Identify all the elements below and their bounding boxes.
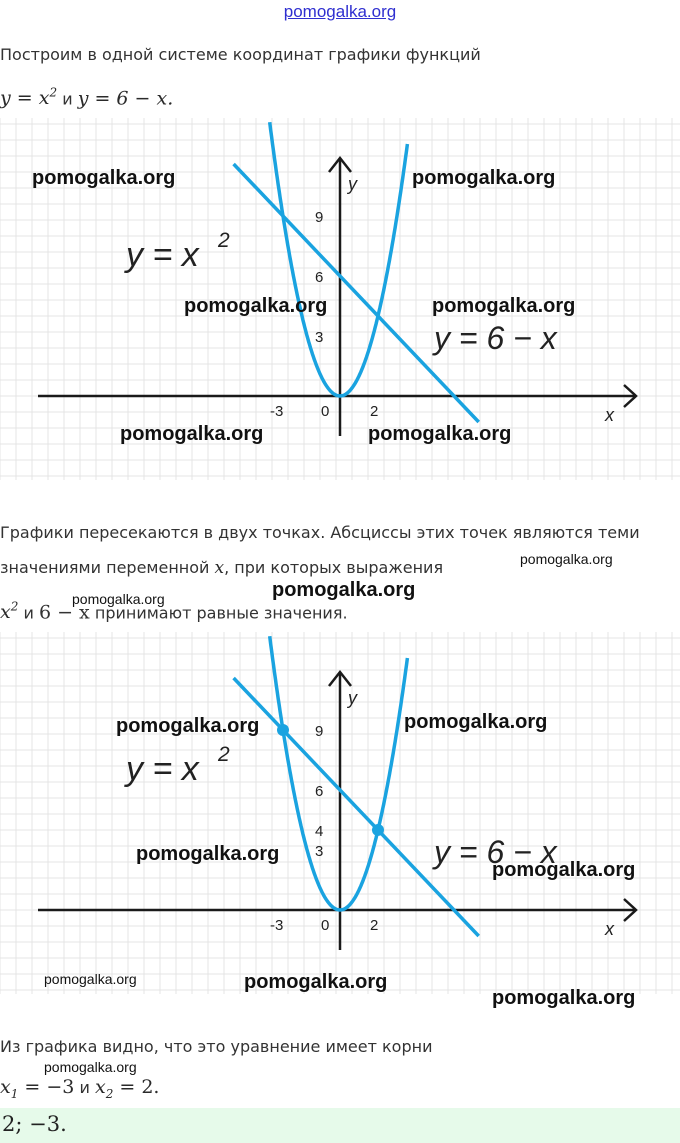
conclusion-text: Из графика видно, что это уравнение имеет корни bbox=[0, 1037, 433, 1056]
watermark: pomogalka.org bbox=[44, 1059, 137, 1075]
watermark: pomogalka.org bbox=[72, 591, 165, 607]
y-tick-label: 9 bbox=[315, 209, 324, 226]
watermark: pomogalka.org bbox=[184, 295, 328, 317]
watermark: pomogalka.org bbox=[116, 715, 260, 737]
parabola-curve bbox=[270, 636, 408, 910]
watermark: pomogalka.org bbox=[120, 423, 264, 445]
intersection-text-line2: значениями переменной x, при которых выражения bbox=[0, 558, 444, 578]
watermark: pomogalka.org bbox=[368, 423, 512, 445]
y-tick-label: 3 bbox=[315, 843, 324, 860]
y-tick-label: 6 bbox=[315, 269, 324, 286]
watermark: pomogalka.org bbox=[136, 843, 280, 865]
label-line: y = 6 − x bbox=[434, 834, 557, 870]
label-line: y = 6 − x bbox=[434, 320, 557, 356]
x-tick-label: 2 bbox=[370, 403, 379, 420]
watermark: pomogalka.org bbox=[432, 295, 576, 317]
intro-math: $y = x^2$ и y = 6 − x. bbox=[0, 86, 174, 110]
label-parabola-exponent: 2 bbox=[218, 743, 230, 766]
graph-2 bbox=[0, 632, 680, 994]
roots-text: $x_1 = -3$ и $x_2 = 2$. bbox=[0, 1076, 160, 1101]
watermark: pomogalka.org bbox=[32, 167, 176, 189]
watermark: pomogalka.org bbox=[44, 971, 137, 987]
intro-text: Построим в одной системе координат графики функций bbox=[0, 45, 481, 64]
watermark: pomogalka.org bbox=[492, 987, 636, 1009]
intersection-point-left bbox=[277, 724, 289, 736]
label-parabola: y = x bbox=[126, 236, 199, 274]
expr-6-minus-x: 6 − x bbox=[38, 601, 90, 624]
intersection-text-line3: $x^2$ и 6 − x принимают равные значения. bbox=[0, 600, 348, 624]
function-y-x2: $y = x^2$ bbox=[0, 86, 58, 110]
expr-x2: $x^2$ bbox=[0, 600, 19, 624]
y-tick-label: 6 bbox=[315, 783, 324, 800]
y-tick-label: 4 bbox=[315, 823, 324, 840]
y-axis-label: y bbox=[348, 174, 357, 194]
watermark: pomogalka.org bbox=[404, 711, 548, 733]
label-parabola: y = x bbox=[126, 750, 199, 788]
watermark: pomogalka.org bbox=[492, 859, 636, 881]
y-tick-label: 9 bbox=[315, 723, 324, 740]
parabola-curve bbox=[270, 122, 408, 396]
x-tick-label: 0 bbox=[321, 403, 330, 420]
answer-value: 2; −3. bbox=[2, 1112, 67, 1136]
x-tick-label: -3 bbox=[270, 917, 284, 934]
x-tick-label: 2 bbox=[370, 917, 379, 934]
x-tick-label: 0 bbox=[321, 917, 330, 934]
y-axis-label: y bbox=[348, 688, 357, 708]
root-x1: $x_1 = -3$ bbox=[0, 1076, 75, 1101]
root-x2: $x_2 = 2$. bbox=[94, 1076, 160, 1101]
intersection-text-line1: Графики пересекаются в двух точках. Абсциссы этих точек являются теми bbox=[0, 523, 640, 542]
x-axis-label: x bbox=[605, 405, 614, 425]
watermark: pomogalka.org bbox=[272, 579, 416, 601]
label-parabola-exponent: 2 bbox=[218, 229, 230, 252]
y-tick-label: 3 bbox=[315, 329, 324, 346]
watermark: pomogalka.org bbox=[520, 551, 613, 567]
site-header-link[interactable]: pomogalka.org bbox=[283, 2, 397, 21]
x-tick-label: -3 bbox=[270, 403, 284, 420]
answer-box bbox=[0, 1108, 680, 1143]
watermark: pomogalka.org bbox=[244, 971, 388, 993]
function-y-6-minus-x: y = 6 − x. bbox=[77, 87, 174, 110]
x-axis-label: x bbox=[605, 919, 614, 939]
watermark: pomogalka.org bbox=[412, 167, 556, 189]
intersection-point-right bbox=[372, 824, 384, 836]
